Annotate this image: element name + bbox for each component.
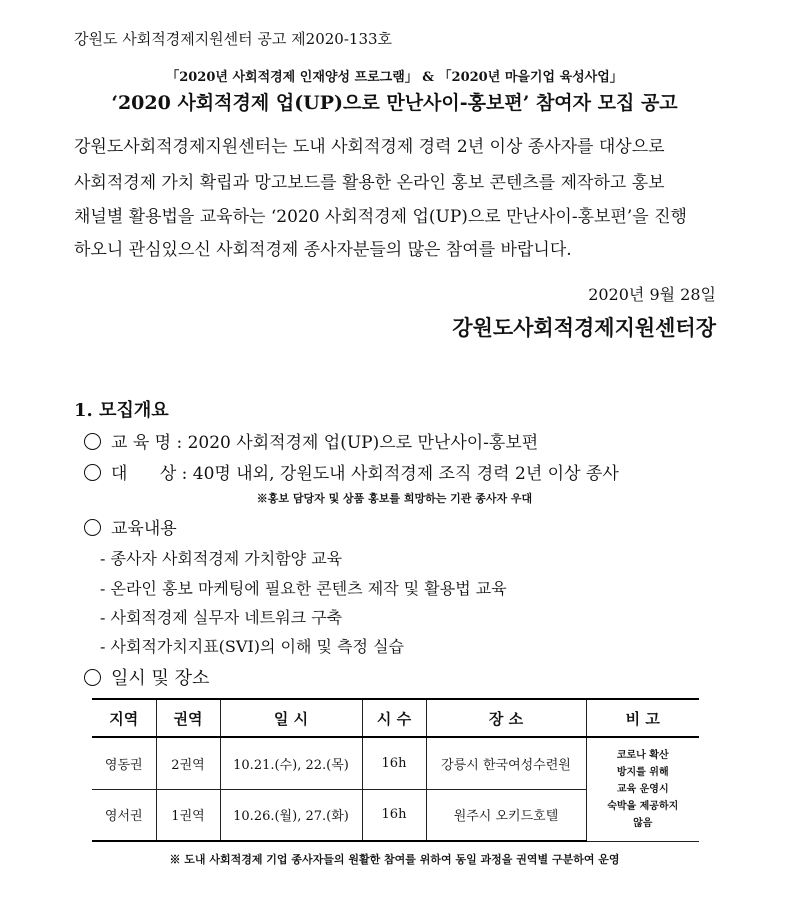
column-header: 권역	[156, 699, 220, 737]
column-header: 장 소	[426, 699, 586, 737]
schedule-heading-text: 일시 및 장소	[111, 668, 210, 689]
table-cell: 영서권	[92, 789, 156, 841]
content-heading-item	[84, 514, 177, 539]
table-cell: 10.26.(월), 27.(화)	[220, 789, 362, 841]
circle-bullet-icon	[84, 433, 101, 450]
body-line-1: 강원도사회적경제지원센터는 도내 사회적경제 경력 2년 이상 종사자를 대상으로	[74, 137, 665, 157]
content-item: - 사회적경제 실무자 네트워크 구축	[100, 608, 343, 627]
page-title: ‘2020 사회적경제 업(UP)으로 만난사이-홍보편’ 참여자 모집 공고	[111, 92, 678, 114]
target-item	[84, 459, 619, 484]
target-note: ※홍보 담당자 및 상품 홍보를 희망하는 기관 종사자 우대	[256, 492, 533, 505]
table-cell: 10.21.(수), 22.(목)	[220, 737, 362, 789]
table-cell: 영동권	[92, 737, 156, 789]
column-header: 일 시	[220, 699, 362, 737]
schedule-table	[92, 698, 699, 842]
table-cell: 강릉시 한국여성수련원	[426, 737, 586, 789]
table-cell: 16h	[362, 737, 426, 789]
program-subtitle: 「2020년 사회적경제 인재양성 프로그램」 & 「2020년 마을기업 육성사업」	[166, 70, 623, 85]
notice-number: 강원도 사회적경제지원센터 공고 제2020-133호	[74, 30, 393, 48]
schedule-heading-item	[84, 664, 209, 690]
circle-bullet-icon	[84, 464, 101, 481]
circle-bullet-icon	[84, 519, 101, 536]
content-item: - 온라인 홍보 마케팅에 필요한 콘텐츠 제작 및 활용법 교육	[100, 579, 507, 598]
table-header-row	[92, 699, 699, 737]
content-heading-text: 교육내용	[111, 519, 177, 539]
table-row	[92, 737, 699, 789]
footnote: ※ 도내 사회적경제 기업 종사자들의 원활한 참여를 위하여 동일 과정을 권역별 구분하여 운영	[169, 853, 620, 866]
course-name-item	[84, 428, 538, 453]
table-cell: 16h	[362, 789, 426, 841]
target-text: 대 상 : 40명 내외, 강원도내 사회적경제 조직 경력 2년 이상 종사	[111, 464, 619, 484]
circle-bullet-icon	[84, 669, 101, 686]
signer-name: 강원도사회적경제지원센터장	[452, 315, 716, 340]
table-cell: 원주시 오키드호텔	[426, 789, 586, 841]
notice-date: 2020년 9월 28일	[588, 285, 716, 304]
content-item: - 종사자 사회적경제 가치함양 교육	[100, 549, 343, 568]
body-line-4: 하오니 관심있으신 사회적경제 종사자분들의 많은 참여를 바랍니다.	[74, 240, 572, 260]
table-cell: 1권역	[156, 789, 220, 841]
content-item: - 사회적가치지표(SVI)의 이해 및 측정 실습	[100, 637, 404, 656]
course-name-text: 교 육 명 : 2020 사회적경제 업(UP)으로 만난사이-홍보편	[111, 433, 539, 453]
section-heading: 1. 모집개요	[74, 400, 169, 421]
table-cell: 2권역	[156, 737, 220, 789]
column-header: 시 수	[362, 699, 426, 737]
body-line-3: 채널별 활용법을 교육하는 ‘2020 사회적경제 업(UP)으로 만난사이-홍보편’을 진행	[74, 207, 687, 227]
column-header: 지역	[92, 699, 156, 737]
body-line-2: 사회적경제 가치 확립과 망고보드를 활용한 온라인 홍보 콘텐츠를 제작하고 홍보	[74, 173, 665, 193]
remark-cell: 코로나 확산 방지를 위해 교육 운영시 숙박을 제공하지 않음	[586, 737, 699, 841]
column-header: 비 고	[586, 699, 699, 737]
